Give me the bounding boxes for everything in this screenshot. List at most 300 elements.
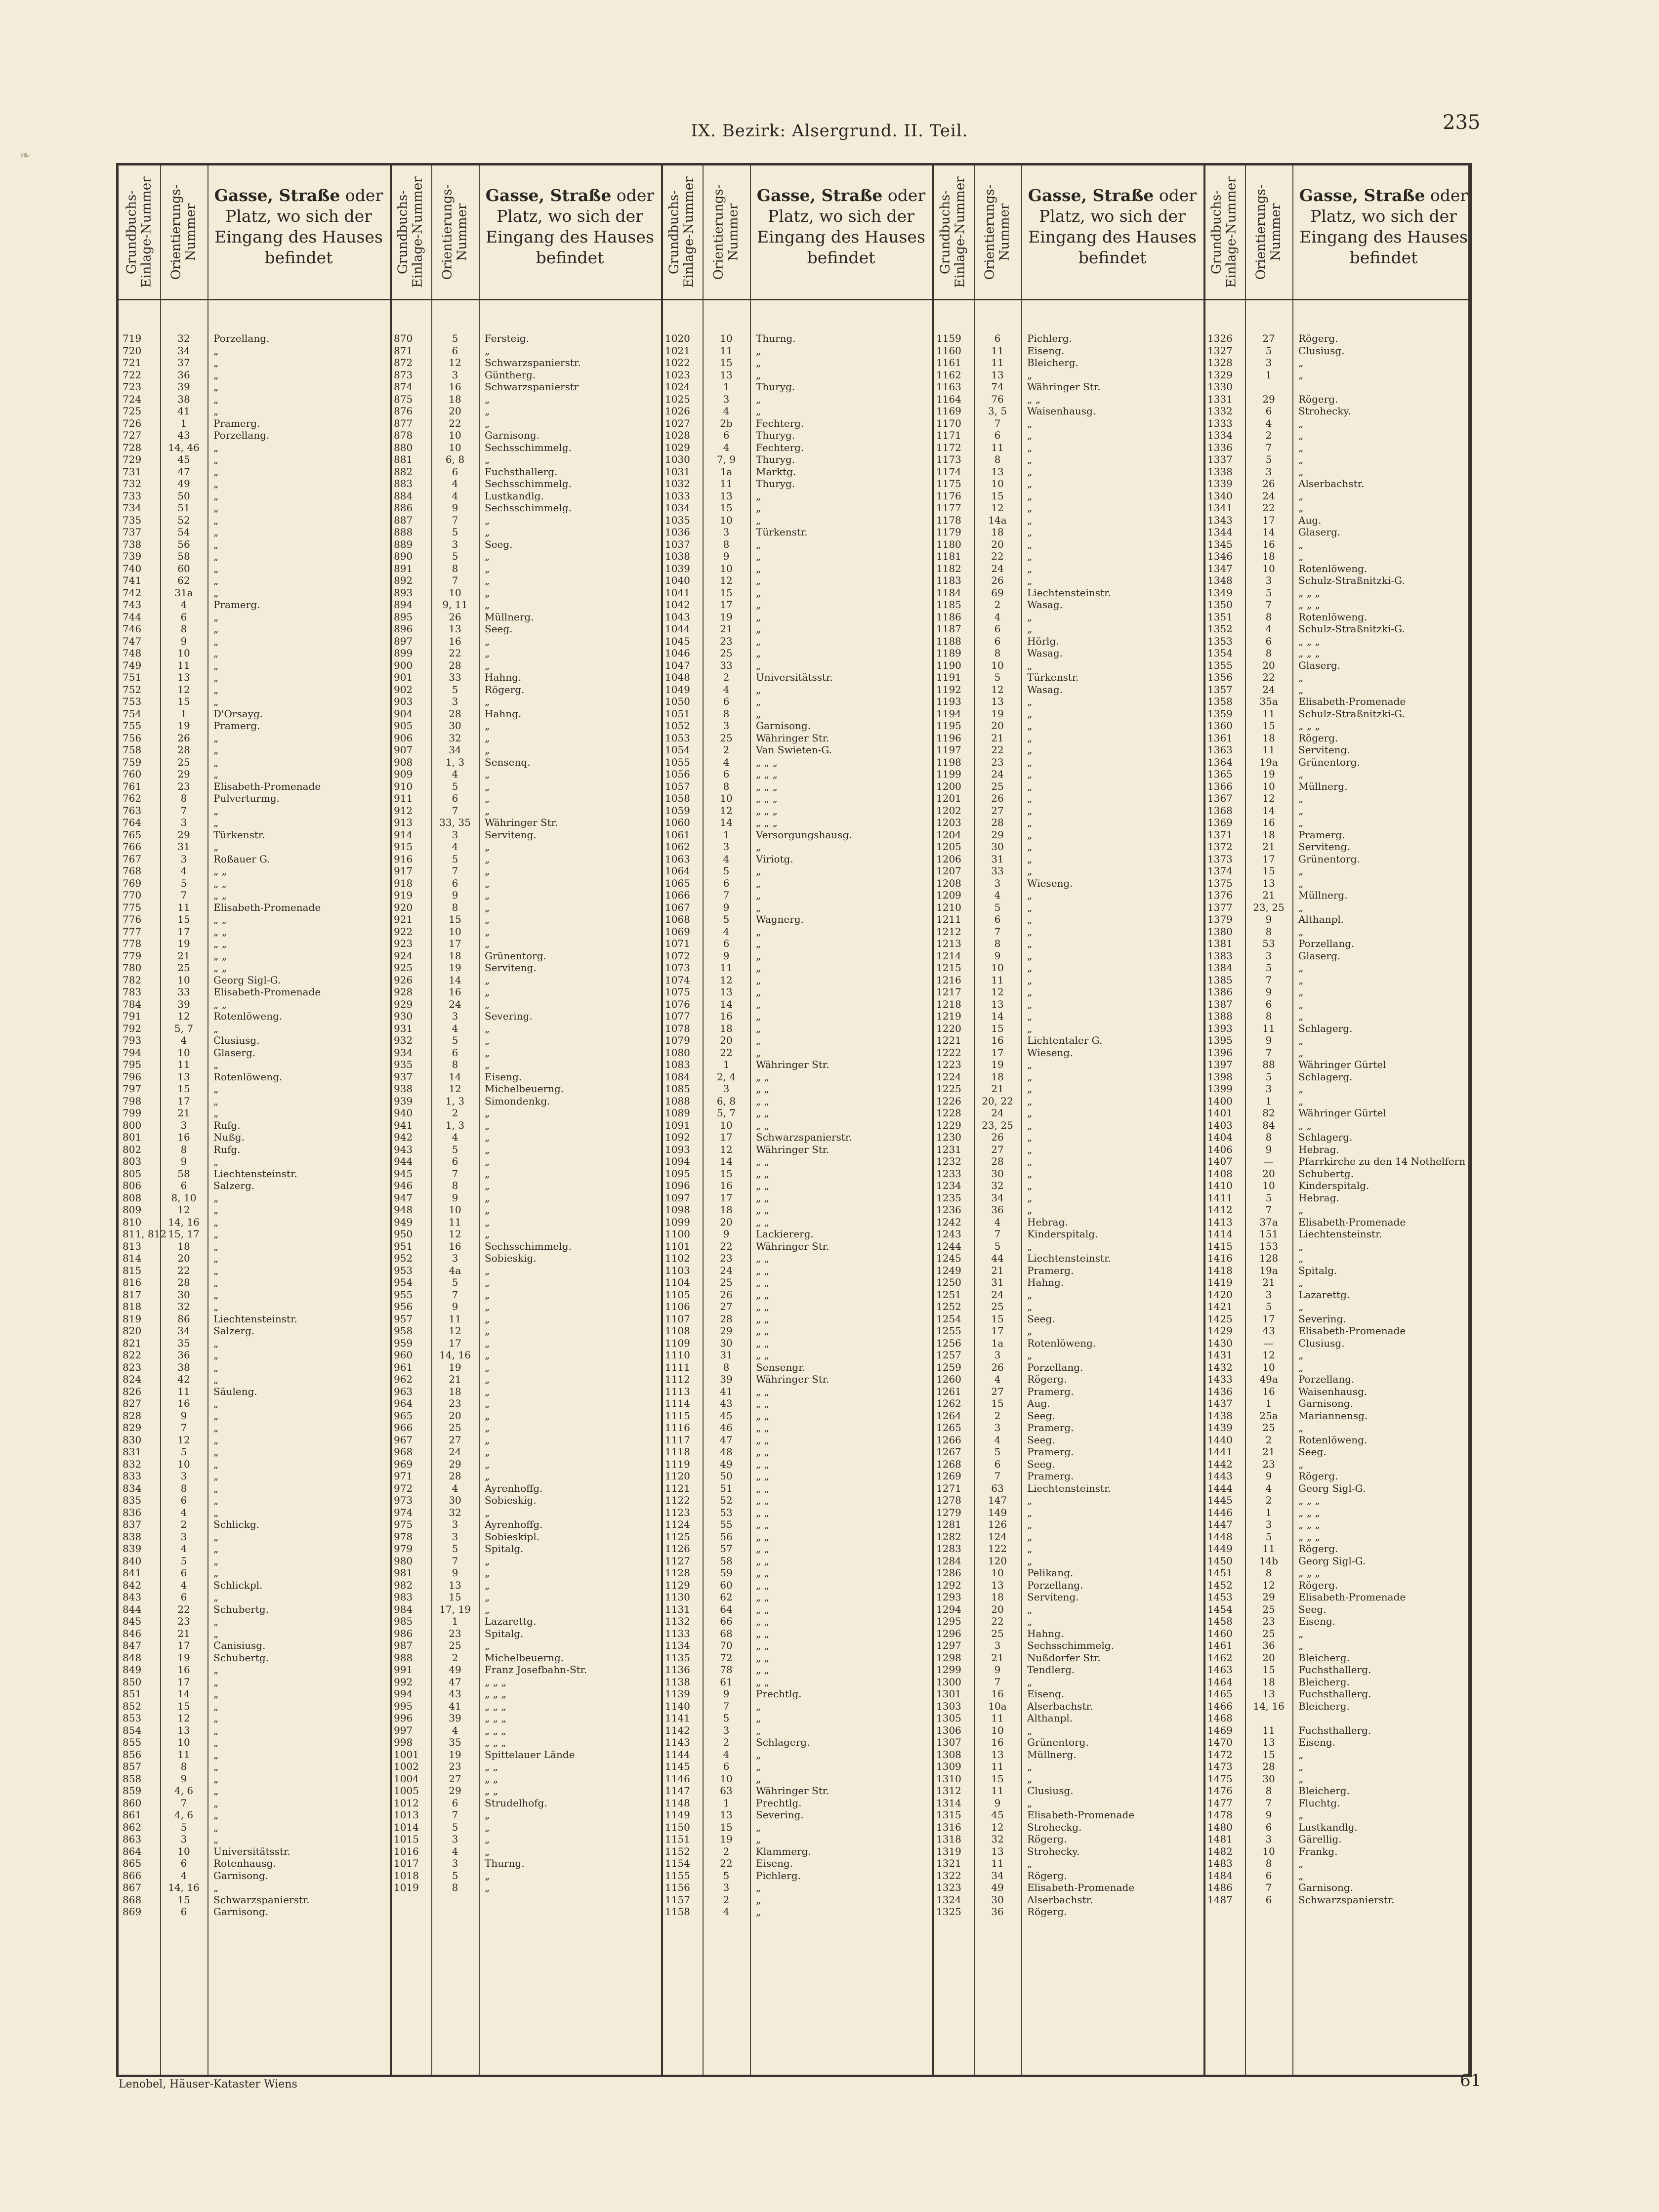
einlage-number: 1154 [665,1857,690,1869]
table-row [119,1071,390,1083]
orientierungs-number: 5 [452,1143,458,1155]
einlage-number: 1446 [1207,1506,1233,1518]
orientierungs-number: 23 [720,1252,733,1264]
table-row [390,1785,661,1797]
table-row [661,998,932,1010]
street-name: „ [213,562,219,574]
street-name: „ [213,768,219,780]
street-name: „ [1027,659,1033,671]
table-row [932,332,1203,344]
table-row [661,732,932,744]
table-row [119,1240,390,1252]
orientierungs-number: 17 [991,1046,1004,1059]
table-row [932,671,1203,683]
street-name: Seeg. [485,623,513,635]
einlage-number: 1146 [665,1772,690,1785]
orientierungs-number: 12 [177,1204,190,1216]
street-name: „ [485,574,490,586]
einlage-number: 1216 [936,974,961,986]
street-name: „ [756,357,761,369]
street-name: Pulverturmg. [213,792,280,804]
einlage-number: 1384 [1207,962,1233,974]
orientierungs-number: 24 [720,1264,733,1276]
orientierungs-number: 29 [720,1325,733,1337]
einlage-number: 853 [123,1712,142,1724]
street-name: „ [485,405,490,417]
orientierungs-number: 21 [1262,889,1275,901]
einlage-number: 1266 [936,1434,961,1446]
street-name: Müllnerg. [1027,1748,1077,1761]
header-orientierungs-text: Orientierungs- Nummer [169,184,199,280]
einlage-number: 1385 [1207,974,1233,986]
orientierungs-number: 4 [723,405,730,417]
einlage-number: 1305 [936,1712,961,1724]
table-row [1203,865,1475,877]
table-row [390,453,661,465]
orientierungs-number: 29 [991,828,1004,841]
einlage-number: 1092 [665,1131,690,1143]
street-name: „ „ [485,1785,498,1797]
header-grundbuchs [932,165,974,299]
street-name: Pichlerg. [756,1869,801,1882]
orientierungs-number: 9 [1265,1809,1272,1821]
street-name: „ [1027,465,1033,478]
street-name: Rögerg. [1027,1869,1067,1882]
table-row [119,563,390,574]
table-row [390,1652,661,1664]
table-row [1203,744,1475,756]
street-name: Spitalg. [485,1543,524,1555]
table-row [1203,1397,1475,1409]
einlage-number: 1420 [1207,1288,1233,1301]
orientierungs-number: 23 [177,1615,190,1627]
street-name: Hahng. [1027,1627,1064,1639]
einlage-number: 1293 [936,1591,961,1603]
orientierungs-number: 34 [991,1869,1004,1882]
street-name: Althanpl. [1298,913,1344,925]
street-name: Glaserg. [1298,659,1341,671]
street-name: „ „ „ [756,768,778,780]
street-name: „ [213,344,219,357]
orientierungs-number: 9 [1265,913,1272,925]
einlage-number: 1468 [1207,1712,1233,1724]
street-name: „ [756,1010,761,1022]
einlage-number: 1159 [936,332,961,344]
orientierungs-number: 3 [1265,1083,1272,1095]
table-row [119,1470,390,1482]
einlage-number: 1047 [665,659,690,671]
einlage-number: 1477 [1207,1797,1233,1809]
street-name: Nußg. [213,1131,245,1143]
einlage-number: 996 [394,1712,413,1724]
einlage-number: 1223 [936,1059,961,1070]
header-grundbuchs-text: Grundbuchs- Einlage-Nummer [1209,176,1240,288]
street-name: Universitätsstr. [756,671,833,683]
street-name: „ [485,1143,490,1155]
orientierungs-number: 19 [991,1059,1004,1070]
einlage-number: 1365 [1207,768,1233,780]
street-name: „ [485,1422,490,1434]
einlage-number: 1437 [1207,1397,1233,1409]
street-name: Türkenstr. [213,828,265,841]
orientierungs-number: 9 [1265,1034,1272,1046]
einlage-number: 1196 [936,732,961,744]
einlage-number: 733 [123,490,142,502]
table-row [1203,357,1475,369]
orientierungs-number: 17, 19 [439,1603,471,1615]
einlage-number: 1097 [665,1191,690,1204]
orientierungs-number: 39 [177,998,190,1010]
orientierungs-number: 14, 16 [168,1882,200,1893]
table-row [119,1265,390,1276]
table-row [119,1700,390,1712]
einlage-number: 980 [394,1555,413,1567]
orientierungs-number: 10 [720,792,733,804]
street-name: „ [213,744,219,756]
street-name: Alserbachstr. [1027,1700,1093,1712]
orientierungs-number: 5 [452,526,458,538]
table-row [1203,1579,1475,1591]
street-name: „ [213,635,219,647]
street-name: „ „ [756,1385,770,1397]
orientierungs-number: 2 [994,599,1001,611]
einlage-number: 837 [123,1518,142,1530]
orientierungs-number: 10 [991,962,1004,974]
table-row [1203,647,1475,659]
einlage-number: 1080 [665,1046,690,1059]
table-row [390,526,661,538]
einlage-number: 1283 [936,1543,961,1555]
street-name: Fuchsthallerg. [1298,1688,1371,1700]
einlage-number: 799 [123,1107,142,1119]
table-row [390,756,661,768]
table-row [390,1119,661,1131]
einlage-number: 1230 [936,1131,961,1143]
table-row [390,1773,661,1785]
table-row [932,417,1203,429]
orientierungs-number: 15 [720,357,733,369]
street-name: „ [213,1543,219,1555]
table-row [119,1301,390,1312]
einlage-number: 1038 [665,550,690,562]
orientierungs-number: 4 [180,1869,187,1882]
table-row [1203,1628,1475,1639]
street-name: „ [1027,1676,1033,1688]
street-name: Wagnerg. [756,913,804,925]
street-name: „ „ „ [485,1700,506,1712]
orientierungs-number: 29 [449,1458,461,1470]
table-row [119,1749,390,1761]
orientierungs-number: 3 [1265,1518,1272,1530]
street-name: Michelbeuerng. [485,1083,564,1095]
orientierungs-number: 18 [720,1204,733,1216]
street-name: Sechsschimmelg. [1027,1639,1114,1651]
orientierungs-number: 12 [177,1010,190,1022]
einlage-number: 966 [394,1422,413,1434]
orientierungs-number: 2, 4 [716,1070,736,1083]
table-row [119,453,390,465]
orientierungs-number: 12 [720,574,733,586]
orientierungs-number: 23 [449,1397,461,1409]
street-name: „ [756,562,761,574]
orientierungs-number: 6 [1265,1869,1272,1882]
table-row [661,1216,932,1228]
orientierungs-number: 30 [449,720,461,732]
street-name: Schlagerg. [1298,1070,1353,1083]
street-name: „ [1298,768,1304,780]
orientierungs-number: 5 [452,1276,458,1288]
orientierungs-number: 7, 9 [716,453,736,465]
table-row [119,502,390,514]
orientierungs-number: 25 [1262,1603,1275,1615]
orientierungs-number: 19 [720,611,733,623]
orientierungs-number: 6 [994,635,1001,647]
orientierungs-number: 6 [180,611,187,623]
table-row [661,574,932,586]
street-name: Sensenq. [485,756,531,768]
table-row [119,962,390,974]
street-name: „ „ [756,1312,770,1325]
einlage-number: 954 [394,1276,413,1288]
street-name: „ „ [756,1155,770,1167]
table-row [390,901,661,913]
table-row [1203,332,1475,344]
street-name: „ [1027,1191,1033,1204]
street-name: „ [213,732,219,744]
street-name: „ [485,1059,490,1070]
street-name: Schwarzspanierstr. [485,357,581,369]
orientierungs-number: 10 [449,429,461,441]
table-row [390,696,661,707]
table-row [1203,345,1475,357]
table-row [390,1470,661,1482]
einlage-number: 1120 [665,1470,690,1482]
street-name: „ [756,550,761,562]
einlage-number: 1022 [665,357,690,369]
table-row [119,1192,390,1204]
orientierungs-number: 23, 25 [1253,901,1285,913]
table-row [661,1761,932,1772]
orientierungs-number: 10 [177,974,190,986]
table-row [661,1410,932,1422]
table-row [661,1228,932,1240]
orientierungs-number: 13 [449,1579,461,1591]
table-row [1203,780,1475,792]
table-row [119,1882,390,1893]
einlage-number: 1067 [665,901,690,913]
street-name: „ [1298,974,1304,986]
einlage-number: 766 [123,841,142,853]
orientierungs-number: 30 [449,1494,461,1506]
einlage-number: 1334 [1207,429,1233,441]
einlage-number: 850 [123,1676,142,1688]
table-row [390,635,661,647]
orientierungs-number: 42 [177,1373,190,1385]
table-row [119,974,390,986]
orientierungs-number: 7 [1265,974,1272,986]
einlage-number: 1228 [936,1107,961,1119]
einlage-number: 1066 [665,889,690,901]
street-name: Simondenkg. [485,1095,550,1107]
street-name: Lustkandlg. [485,490,544,502]
orientierungs-number: 7 [1265,1204,1272,1216]
street-name: „ [213,1809,219,1821]
einlage-number: 843 [123,1591,142,1603]
orientierungs-number: 78 [720,1664,733,1676]
table-row [661,1833,932,1845]
street-name: „ [213,1772,219,1785]
table-row [119,1833,390,1845]
einlage-number: 796 [123,1070,142,1083]
orientierungs-number: 56 [720,1530,733,1543]
street-name: „ [756,647,761,659]
orientierungs-number: 19 [449,1748,461,1761]
street-name: „ [213,1276,219,1288]
street-name: „ [213,1567,219,1579]
orientierungs-number: 15 [177,913,190,925]
street-name: „ [485,1022,490,1034]
table-row [932,1240,1203,1252]
orientierungs-number: 4 [994,611,1001,623]
table-row [661,865,932,877]
table-row [661,1494,932,1506]
einlage-number: 1324 [936,1893,961,1906]
street-name: „ [213,550,219,562]
street-name: „ [1298,925,1304,938]
orientierungs-number: 18 [449,1385,461,1397]
street-name: „ „ [756,1397,770,1409]
einlage-number: 1269 [936,1470,961,1482]
einlage-number: 1122 [665,1494,690,1506]
street-name: „ [756,1712,761,1724]
table-row [119,357,390,369]
einlage-number: 947 [394,1191,413,1204]
orientierungs-number: 22 [720,1240,733,1252]
einlage-number: 802 [123,1143,142,1155]
orientierungs-number: 10 [449,441,461,453]
einlage-number: 1363 [1207,744,1233,756]
table-row [1203,1083,1475,1095]
einlage-number: 1447 [1207,1518,1233,1530]
table-row [119,417,390,429]
orientierungs-number: 6 [994,1458,1001,1470]
table-row [932,962,1203,974]
street-name: Rotenlöweng. [1298,1434,1368,1446]
orientierungs-number: 49 [449,1664,461,1676]
einlage-number: 1190 [936,659,961,671]
table-row [1203,1095,1475,1107]
table-row [661,1023,932,1034]
table-row [1203,684,1475,696]
einlage-number: 1234 [936,1180,961,1191]
einlage-number: 1130 [665,1591,690,1603]
orientierungs-number: 21 [991,732,1004,744]
orientierungs-number: 6 [1265,1893,1272,1906]
einlage-number: 1037 [665,538,690,550]
einlage-number: 1403 [1207,1119,1233,1131]
street-name: „ [756,865,761,877]
orientierungs-number: 36 [177,369,190,381]
table-row [932,1906,1203,1918]
street-name: Schwarzspanierstr. [213,1893,310,1906]
orientierungs-number: 20 [177,1252,190,1264]
table-row [390,792,661,804]
einlage-number: 865 [123,1857,142,1869]
street-name: „ [1298,538,1304,550]
street-name: Währinger Str. [756,1059,830,1070]
table-row [932,1446,1203,1458]
street-name: Thuryg. [756,453,795,465]
orientierungs-number: 3 [1265,574,1272,586]
table-row [661,853,932,865]
einlage-number: 952 [394,1252,413,1264]
orientierungs-number: 19 [177,1651,190,1664]
einlage-number: 972 [394,1482,413,1494]
street-name: Althanpl. [1027,1712,1073,1724]
einlage-number: 1399 [1207,1083,1233,1095]
orientierungs-number: 27 [1262,332,1275,344]
table-row [932,611,1203,623]
street-name: „ [1027,1724,1033,1736]
table-row [661,841,932,853]
street-name: „ „ [1298,1119,1312,1131]
orientierungs-number: 59 [720,1567,733,1579]
orientierungs-number: 36 [1262,1639,1275,1651]
einlage-number: 1268 [936,1458,961,1470]
street-name: „ [485,1119,490,1131]
table-row [661,405,932,417]
street-name: „ „ „ [756,817,778,828]
orientierungs-number: 7 [1265,441,1272,453]
street-name: „ „ „ [1298,635,1320,647]
street-name: „ [1027,901,1033,913]
orientierungs-number: 3 [452,1010,458,1022]
street-name: Bleicherg. [1298,1676,1350,1688]
einlage-number: 1110 [665,1349,690,1361]
street-name: Müllnerg. [1298,780,1348,792]
einlage-number: 860 [123,1797,142,1809]
orientierungs-number: 7 [994,417,1001,429]
table-row [390,1155,661,1167]
street-name: Schwarzspanierstr [485,381,579,393]
einlage-number: 1017 [394,1857,419,1869]
orientierungs-number: 5 [180,877,187,889]
orientierungs-number: 6 [1265,405,1272,417]
table-row [1203,792,1475,804]
street-name: Kinderspitalg. [1298,1180,1369,1191]
einlage-number: 973 [394,1494,413,1506]
table-row [661,671,932,683]
street-name: Prechtlg. [756,1797,802,1809]
table-row [390,962,661,974]
orientierungs-number: 5 [452,683,458,696]
orientierungs-number: 10 [720,514,733,526]
orientierungs-number: 13 [991,1748,1004,1761]
table-row [932,1664,1203,1676]
orientierungs-number: 9 [994,949,1001,962]
einlage-number: 896 [394,623,413,635]
table-row [661,877,932,889]
street-name: Pramerg. [1027,1264,1074,1276]
street-name: Säuleng. [213,1385,257,1397]
orientierungs-number: 25 [449,1639,461,1651]
einlage-number: 958 [394,1325,413,1337]
orientierungs-number: 53 [1262,938,1275,949]
einlage-number: 1111 [665,1361,690,1373]
table-row [390,732,661,744]
street-name: Sobieskig. [485,1494,537,1506]
einlage-number: 1407 [1207,1155,1233,1167]
